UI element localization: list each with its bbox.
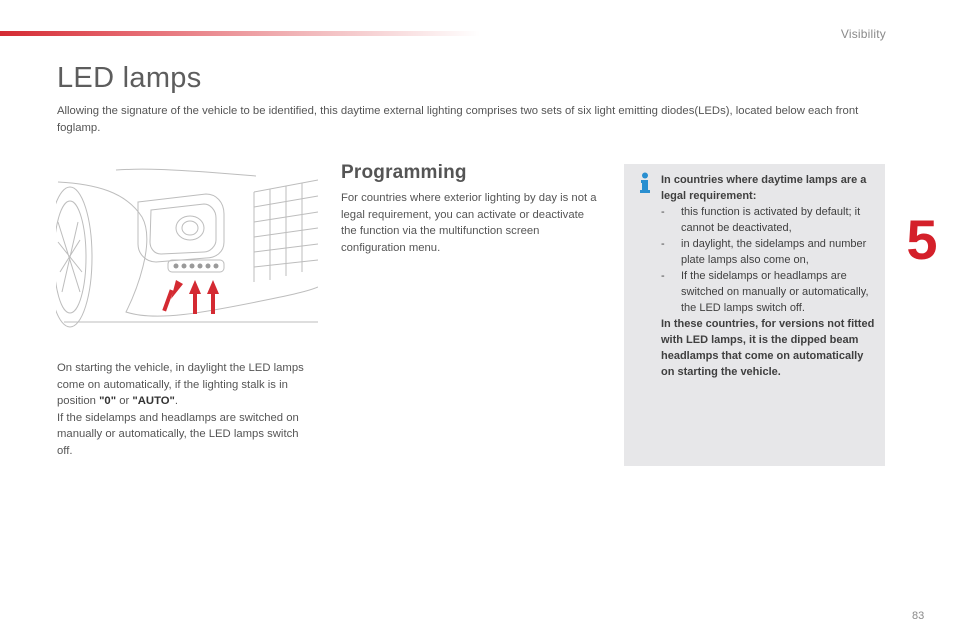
info-heading: In countries where daytime lamps are a legal requirement:: [661, 174, 867, 202]
position-zero: "0": [99, 395, 117, 407]
led-lamps-illustration: [56, 162, 318, 340]
info-icon: [638, 172, 652, 194]
info-footer: In these countries, for versions not fitted with LED lamps, it is the dipped beam headlamps that come on automatically on starting the vehicle.: [661, 318, 875, 378]
section-title: Visibility: [840, 27, 886, 41]
list-dash: -: [661, 238, 665, 250]
list-text: If the sidelamps or headlamps are switched on manually or automatically, the LED lamps switch off.: [681, 270, 869, 314]
left-text-part: .: [174, 395, 179, 407]
left-text-part: or: [116, 395, 133, 407]
header-accent-bar: [0, 31, 480, 36]
left-text-part: On starting the vehicle, in daylight the LED lamps come on automatically, if the lighting stalk is in position: [57, 362, 304, 407]
list-item: [661, 236, 879, 268]
list-text: in daylight, the sidelamps and number plate lamps also come on,: [681, 238, 867, 266]
left-column-text: [57, 360, 307, 459]
left-text-second: If the sidelamps and headlamps are switched on manually or automatically, the LED lamps switch off.: [57, 411, 299, 457]
list-dash: -: [661, 206, 665, 218]
position-auto: "AUTO": [132, 395, 175, 407]
led-arrows: [162, 280, 219, 314]
programming-title: Programming: [341, 162, 467, 183]
info-list: [661, 204, 879, 316]
intro-paragraph: Allowing the signature of the vehicle to be identified, this daytime external lighting comprises two sets of six light emitting diodes(LEDs), located below each front foglamp.: [57, 105, 859, 134]
programming-text: For countries where exterior lighting by day is not a legal requirement, you can activate or deactivate the function via the multifunction screen configuration menu.: [341, 192, 597, 254]
page-title: LED lamps: [57, 62, 202, 94]
chapter-number: 5: [906, 208, 938, 271]
list-text: this function is activated by default; it cannot be deactivated,: [681, 206, 861, 234]
info-box: [624, 164, 885, 466]
list-item: [661, 204, 879, 236]
list-dash: -: [661, 270, 665, 282]
list-item: [661, 268, 879, 316]
info-content: [661, 172, 879, 380]
page-number: 83: [912, 610, 925, 622]
